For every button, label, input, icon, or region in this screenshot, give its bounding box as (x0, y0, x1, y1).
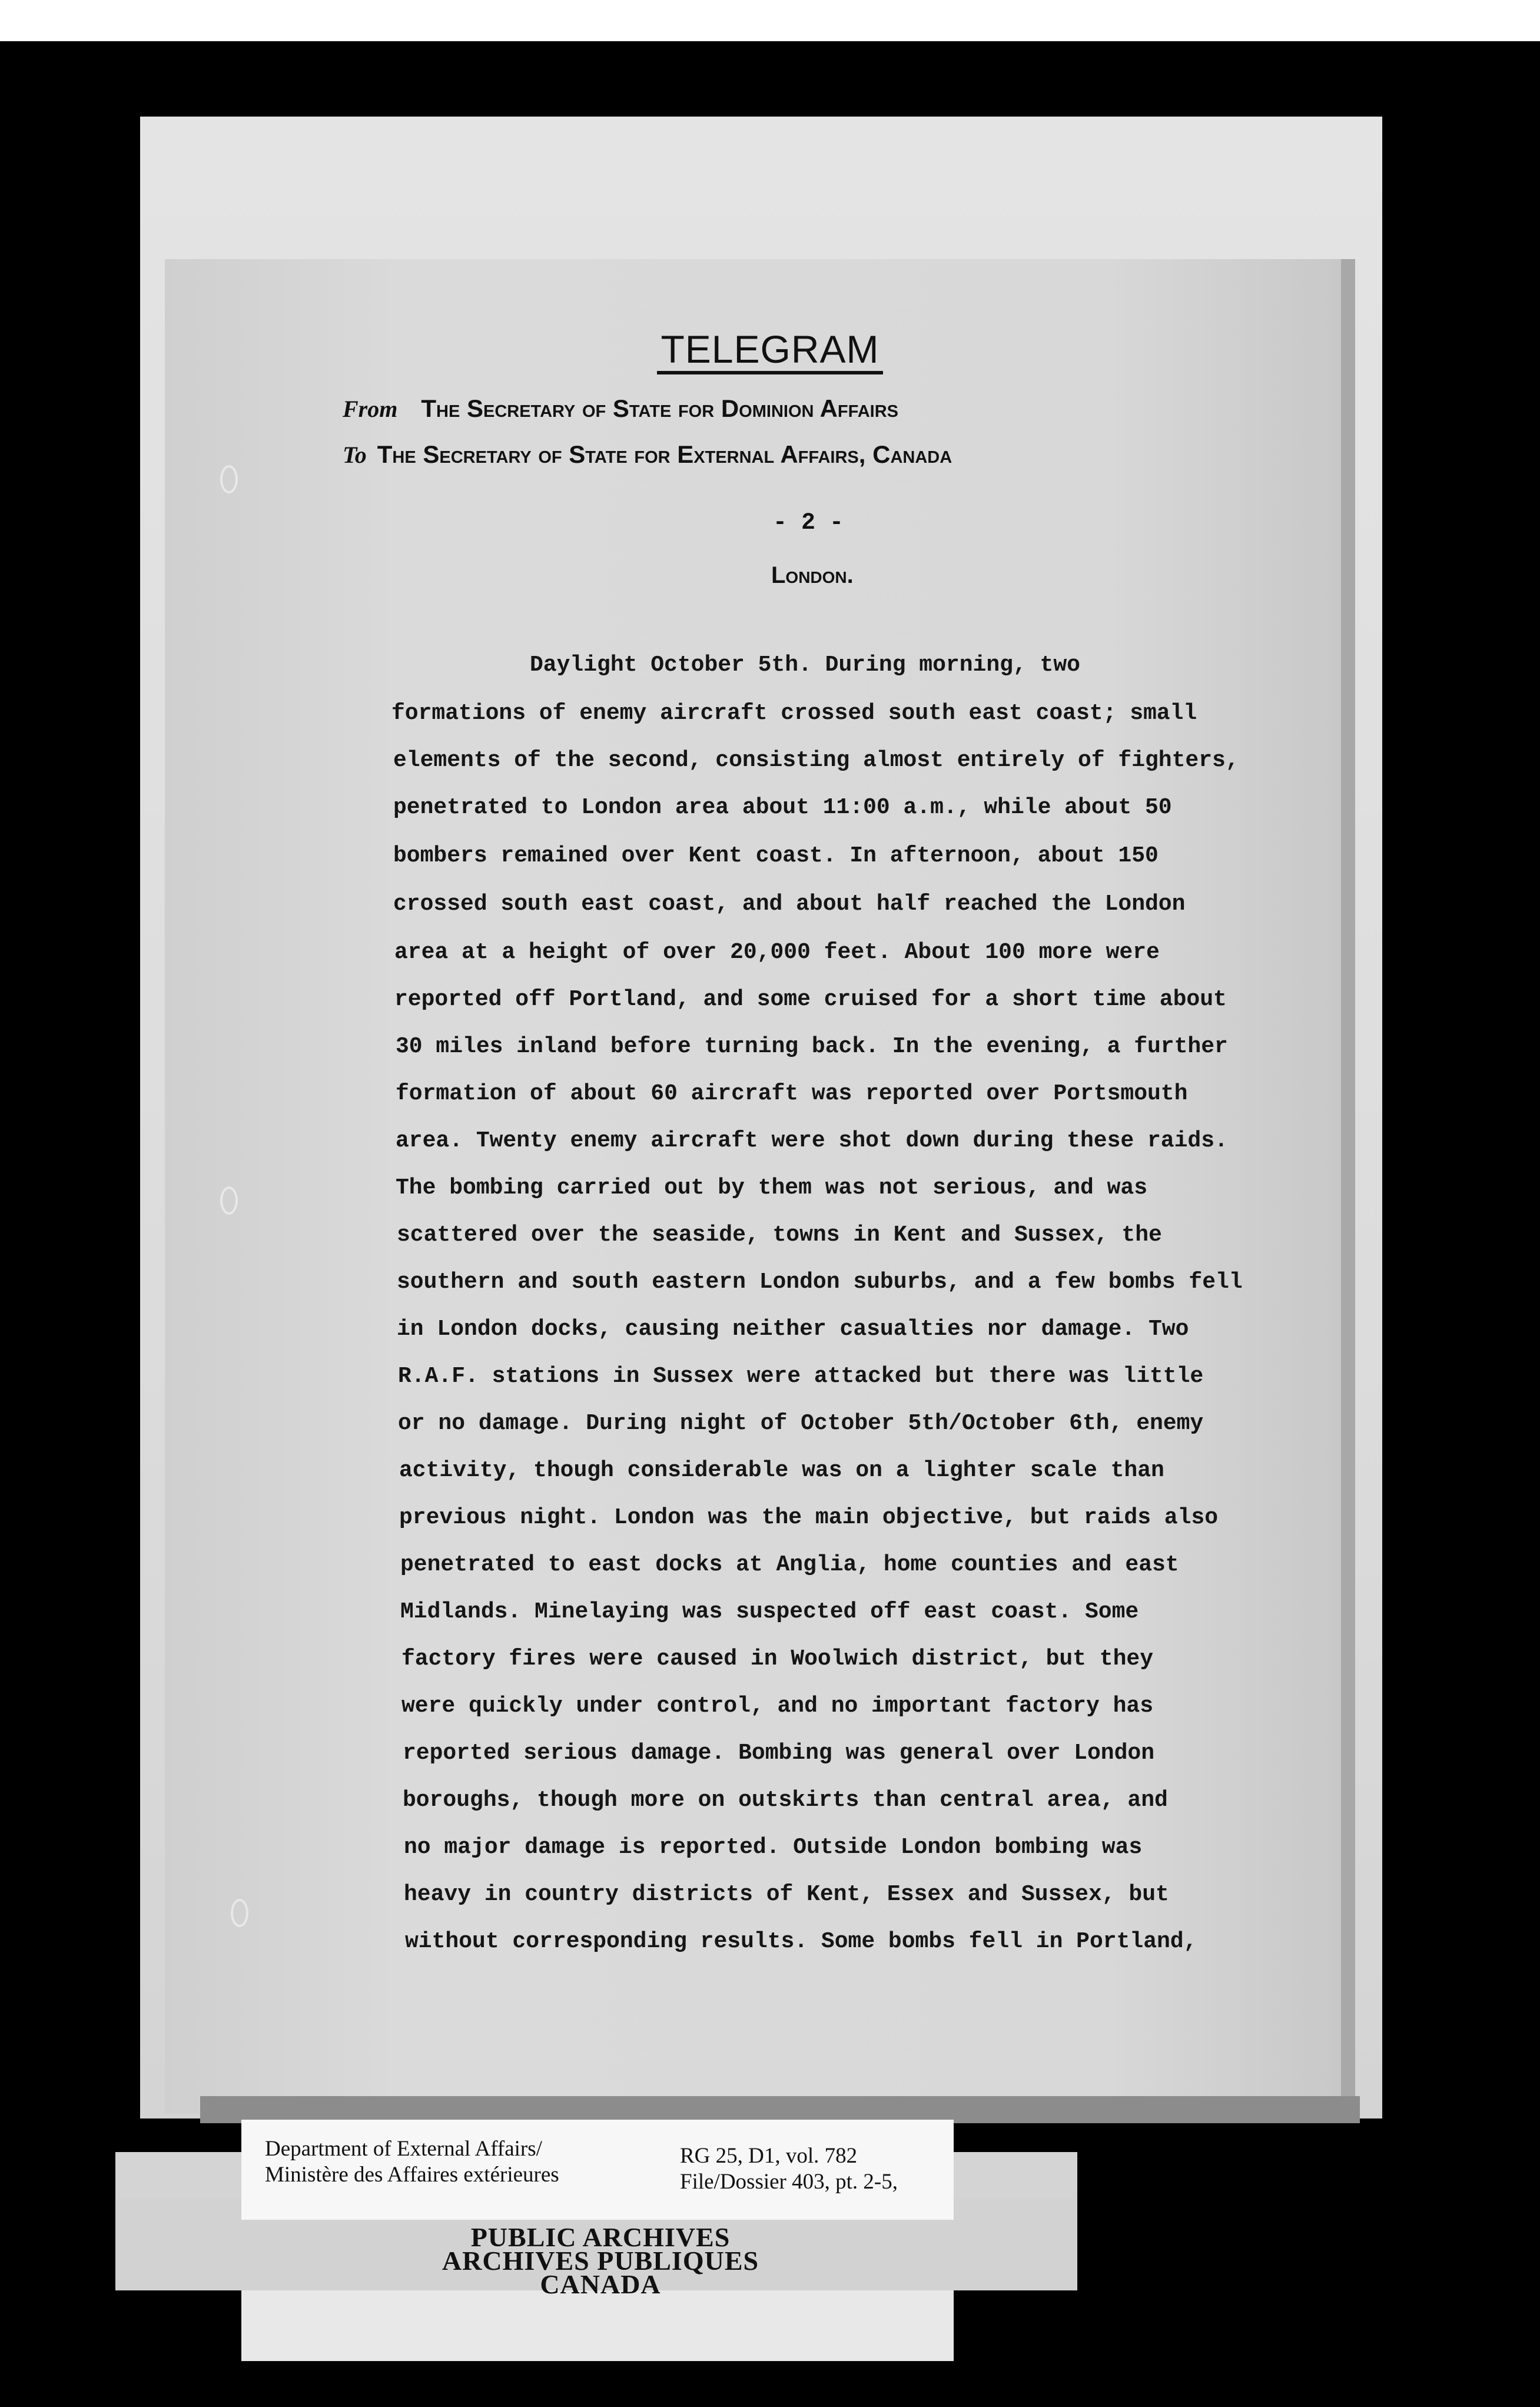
stamp-line-fr: ARCHIVES PUBLIQUES (442, 2246, 759, 2276)
binder-hole-mark (220, 1186, 238, 1215)
body-line: activity, though considerable was on a lighter scale than (399, 1458, 1164, 1483)
stamp-line-en: PUBLIC ARCHIVES (470, 2222, 731, 2252)
body-line: penetrated to east docks at Anglia, home counties and east (400, 1552, 1179, 1577)
body-line: formations of enemy aircraft crossed south east coast; small (391, 701, 1197, 726)
body-line: or no damage. During night of October 5th/October 6th, enemy (398, 1411, 1204, 1436)
body-line: without corresponding results. Some bombs fell in Portland, (405, 1929, 1197, 1954)
from-value: The Secretary of State for Dominion Affairs (421, 394, 899, 422)
label-card-right-tab (954, 2152, 1077, 2199)
archive-card-tail (241, 2290, 954, 2361)
from-line (343, 394, 898, 423)
to-line (343, 440, 952, 469)
body-line: Daylight October 5th. During morning, two (530, 652, 1080, 678)
body-line: boroughs, though more on outskirts than central area, and (403, 1788, 1168, 1813)
to-label: To (343, 442, 367, 468)
body-line: bombers remained over Kent coast. In afternoon, about 150 (393, 843, 1159, 868)
binder-hole-mark (231, 1899, 248, 1927)
record-group-line: RG 25, D1, vol. 782 (680, 2144, 858, 2168)
body-line: crossed south east coast, and about half reached the London (393, 891, 1186, 917)
body-line: The bombing carried out by them was not serious, and was (396, 1175, 1148, 1201)
page-number: - 2 - (772, 510, 844, 536)
from-label: From (343, 396, 398, 422)
body-line: factory fires were caused in Woolwich district, but they (401, 1646, 1154, 1672)
department-label (265, 2136, 559, 2188)
body-line: Midlands. Minelaying was suspected off east coast. Some (400, 1599, 1139, 1624)
body-line: elements of the second, consisting almost entirely of fighters, (393, 748, 1239, 773)
stamp-line-country: CANADA (540, 2269, 661, 2299)
body-line: in London docks, causing neither casualties nor damage. Two (397, 1317, 1189, 1342)
place-line: London. (771, 562, 854, 588)
body-line: southern and south eastern London suburbs, and a few bombs fell (397, 1269, 1243, 1295)
body-line: penetrated to London area about 11:00 a.m., while about 50 (393, 795, 1172, 820)
body-line: scattered over the seaside, towns in Kent and Sussex, the (397, 1222, 1162, 1248)
body-line: formation of about 60 aircraft was reported over Portsmouth (396, 1081, 1188, 1106)
file-reference (680, 2143, 898, 2195)
binder-hole-mark (220, 465, 238, 493)
department-line-en: Department of External Affairs/ (265, 2137, 542, 2161)
body-line: were quickly under control, and no important factory has (401, 1693, 1154, 1719)
file-dossier-line: File/Dossier 403, pt. 2-5, (680, 2170, 898, 2194)
body-line: area. Twenty enemy aircraft were shot down during these raids. (396, 1128, 1228, 1153)
to-value: The Secretary of State for External Affairs, Canada (377, 440, 952, 468)
body-line: no major damage is reported. Outside London bombing was (404, 1835, 1143, 1860)
film-top-strip (0, 0, 1540, 41)
public-archives-stamp (0, 2222, 1201, 2299)
body-line: heavy in country districts of Kent, Essex and Sussex, but (404, 1882, 1169, 1907)
body-line: previous night. London was the main objective, but raids also (399, 1505, 1219, 1530)
body-line: 30 miles inland before turning back. In the evening, a further (396, 1034, 1228, 1059)
body-line: reported off Portland, and some cruised for a short time about (394, 987, 1227, 1012)
label-card-left-tab (115, 2152, 243, 2199)
body-line: area at a height of over 20,000 feet. About 100 more were (394, 940, 1160, 965)
document-title: TELEGRAM (0, 327, 1540, 372)
department-line-fr: Ministère des Affaires extérieures (265, 2163, 559, 2187)
body-line: reported serious damage. Bombing was general over London (403, 1740, 1155, 1766)
body-line: R.A.F. stations in Sussex were attacked but there was little (398, 1364, 1204, 1389)
